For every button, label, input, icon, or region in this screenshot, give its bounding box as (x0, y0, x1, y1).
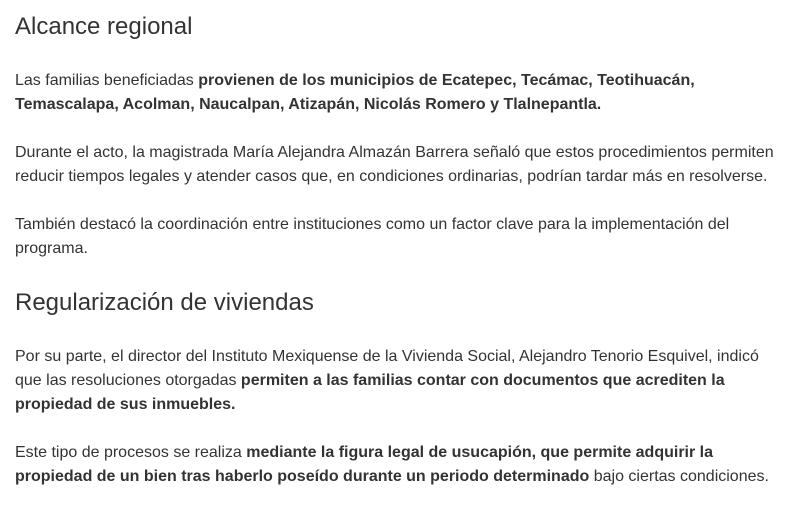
paragraph-bold-text: mediante la figura legal de usucapión, que permite adquirir la propiedad de un bien tras haberlo poseído durante un periodo determinado (15, 444, 714, 485)
paragraph-municipios (15, 69, 785, 117)
paragraph-coordinacion (15, 213, 785, 261)
paragraph-text: Las familias beneficiadas (15, 72, 199, 89)
section-heading-regularizacion-viviendas: Regularización de viviendas (15, 289, 314, 316)
paragraph-bold-text: provienen de los municipios de Ecatepec, Tecámac, Teotihuacán, Temascalapa, Acolman, Naucalpan, Atizapán, Nicolás Romero y Tlalnepantla. (15, 72, 695, 113)
paragraph-usucapion (15, 441, 785, 489)
paragraph-bold-text: permiten a las familias contar con documentos que acrediten la propiedad de sus inmuebles. (15, 372, 725, 413)
paragraph-magistrada (15, 141, 785, 189)
paragraph-text: Este tipo de procesos se realiza (15, 444, 247, 461)
section-heading-alcance-regional: Alcance regional (15, 13, 193, 40)
paragraph-text: Por su parte, el director del Instituto Mexiquense de la Vivienda Social, Alejandro Tenorio Esquivel, indicó que las resoluciones otorgadas (15, 348, 759, 389)
paragraph-text: Durante el acto, la magistrada María Alejandra Almazán Barrera señaló que estos procedimientos permiten reducir tiempos legales y atender casos que, en condiciones ordinarias, podrían tardar más en resolverse. (15, 144, 774, 185)
paragraph-text: bajo ciertas condiciones. (589, 468, 769, 485)
paragraph-text: También destacó la coordinación entre instituciones como un factor clave para la implementación del programa. (15, 216, 730, 257)
paragraph-director (15, 345, 785, 417)
